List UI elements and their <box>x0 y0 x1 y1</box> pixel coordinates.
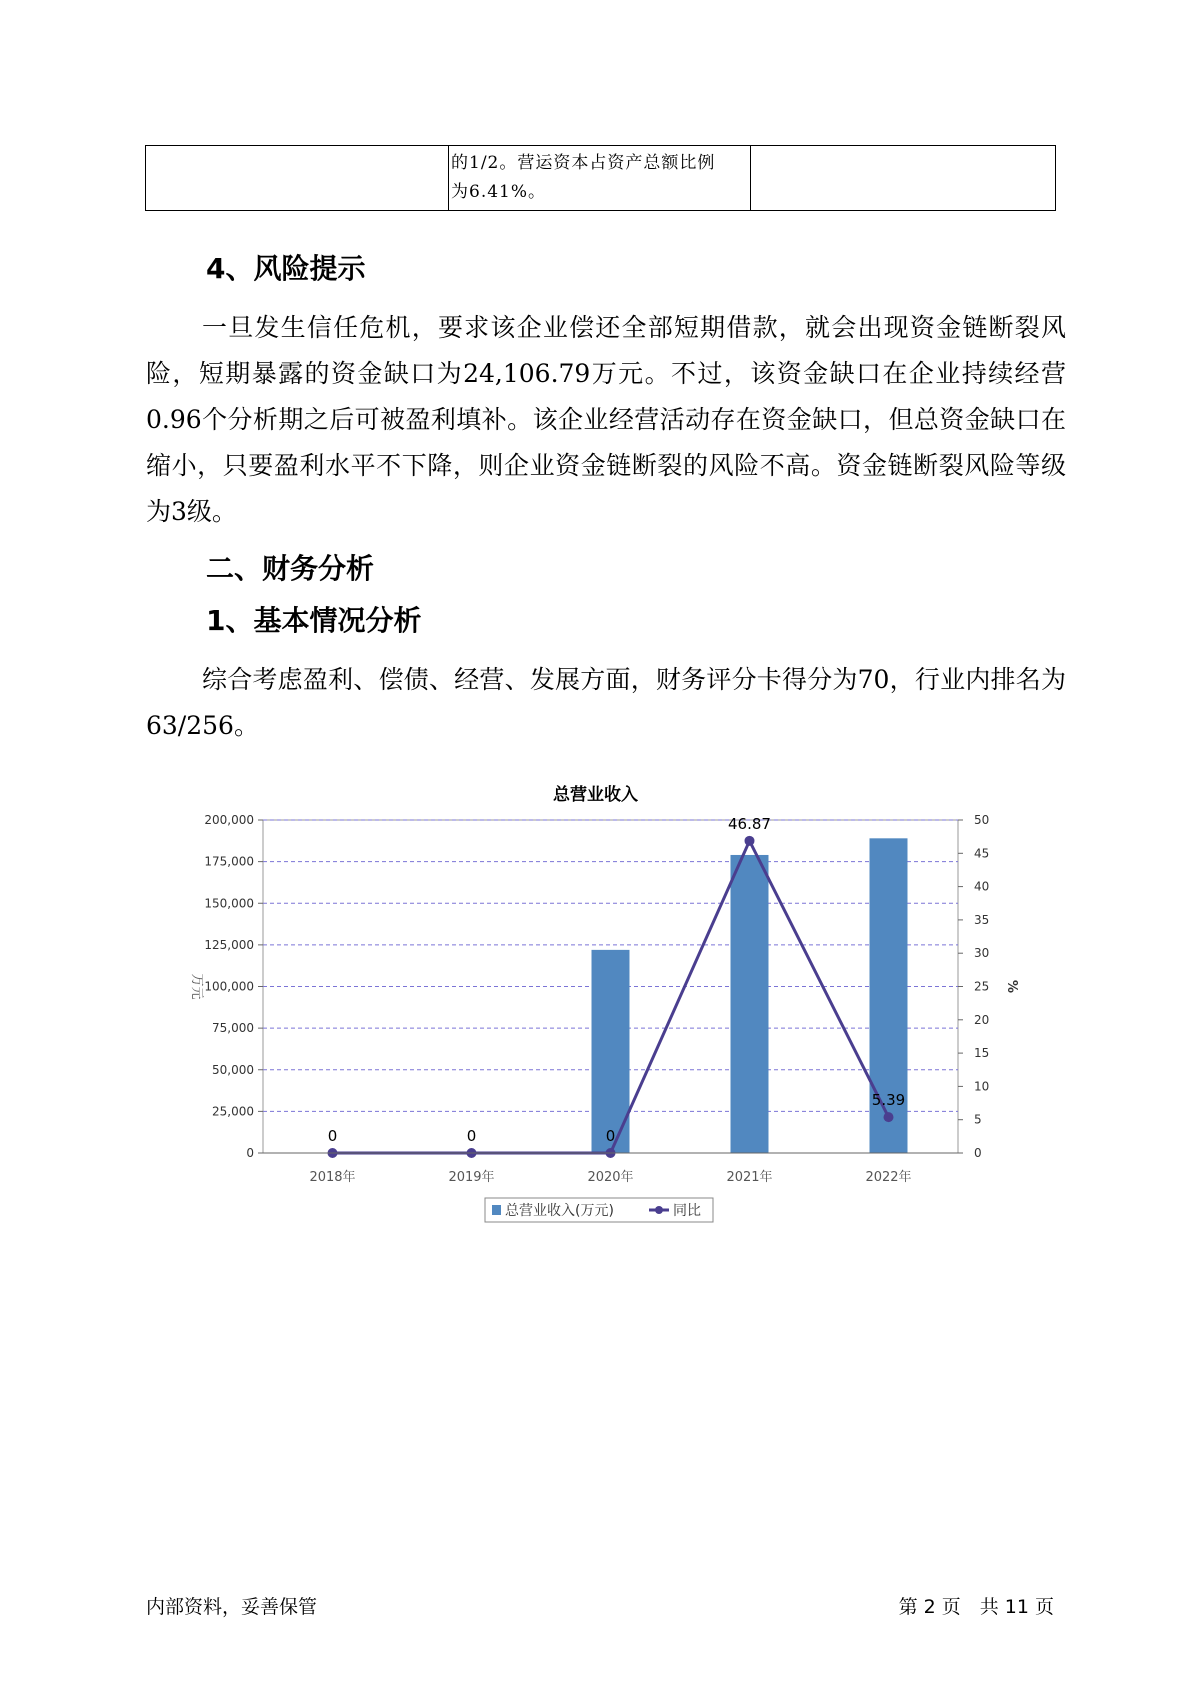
y-tick-label: 100,000 <box>204 979 254 994</box>
y2-tick-label: 25 <box>974 979 990 994</box>
basic-analysis-heading: 1、基本情况分析 <box>206 604 422 637</box>
table-cell-text <box>451 149 743 207</box>
y2-tick-label: 50 <box>974 813 990 827</box>
table-column-divider <box>750 146 751 210</box>
y2-tick-label: 35 <box>974 912 990 927</box>
y2-tick-label: 10 <box>974 1079 990 1094</box>
yoy-data-label: 46.87 <box>728 814 771 833</box>
yoy-point <box>745 836 755 846</box>
yoy-point <box>884 1112 894 1122</box>
y2-axis-label: % <box>1004 979 1019 994</box>
legend-line-marker <box>655 1206 663 1214</box>
y2-tick-label: 0 <box>974 1146 982 1160</box>
footer-confidential: 内部资料，妥善保管 <box>146 1596 318 1618</box>
y-tick-label: 50,000 <box>212 1062 254 1077</box>
legend-line-label: 同比 <box>673 1203 701 1219</box>
y2-tick-label: 5 <box>974 1112 982 1127</box>
y2-tick-label: 30 <box>974 946 990 961</box>
yoy-data-label: 0 <box>327 1127 338 1145</box>
y2-tick-label: 45 <box>974 846 990 861</box>
legend-bar-swatch <box>492 1205 501 1215</box>
y-tick-label: 0 <box>246 1146 254 1160</box>
x-tick-label: 2020年 <box>587 1170 634 1185</box>
chart-title: 总营业收入 <box>553 785 638 805</box>
table-cell-line: 为6.41%。 <box>451 182 547 202</box>
table-cell-line: 的1/2。营运资本占资产总额比例 <box>451 153 716 173</box>
y-tick-label: 150,000 <box>204 896 254 911</box>
revenue-chart <box>0 800 1191 1240</box>
yoy-data-label: 5.39 <box>871 1091 906 1110</box>
y-tick-label: 75,000 <box>212 1021 254 1036</box>
footer-page-number: 第 2 页 共 11 页 <box>898 1596 1054 1618</box>
x-tick-label: 2019年 <box>448 1170 495 1185</box>
risk-heading: 4、风险提示 <box>206 252 366 285</box>
bar <box>731 855 769 1153</box>
x-tick-label: 2021年 <box>726 1170 773 1185</box>
y-tick-label: 125,000 <box>204 937 254 952</box>
finance-heading: 二、财务分析 <box>206 552 375 585</box>
x-tick-label: 2018年 <box>309 1170 356 1185</box>
finance-paragraph: 综合考虑盈利、偿债、经营、发展方面，财务评分卡得分为70，行业内排名为63/256。 <box>146 665 1066 740</box>
y-tick-label: 175,000 <box>204 854 254 869</box>
y2-tick-label: 20 <box>974 1012 990 1027</box>
legend-bar-label: 总营业收入(万元) <box>505 1203 614 1219</box>
risk-paragraph: 一旦发生信任危机，要求该企业偿还全部短期借款，就会出现资金链断裂风险，短期暴露的资金缺口为24,106.79万元。不过，该资金缺口在企业持续经营 0.96个分析期之后可被盈利填补。该企业经营活动存在资金缺口，但总资金缺口在缩小，只要盈利水平不下降，则企业资金链断裂的风险不高。资金链断裂风险等级为3级。 <box>146 313 1066 526</box>
x-tick-label: 2022年 <box>865 1170 912 1185</box>
y2-tick-label: 15 <box>974 1046 990 1061</box>
yoy-data-label: 0 <box>466 1127 477 1145</box>
y-tick-label: 25,000 <box>212 1104 254 1119</box>
y-axis-label: 万元 <box>189 973 204 1000</box>
y-tick-label: 200,000 <box>204 813 254 827</box>
yoy-data-label: 0 <box>605 1127 616 1145</box>
y2-tick-label: 40 <box>974 879 990 894</box>
